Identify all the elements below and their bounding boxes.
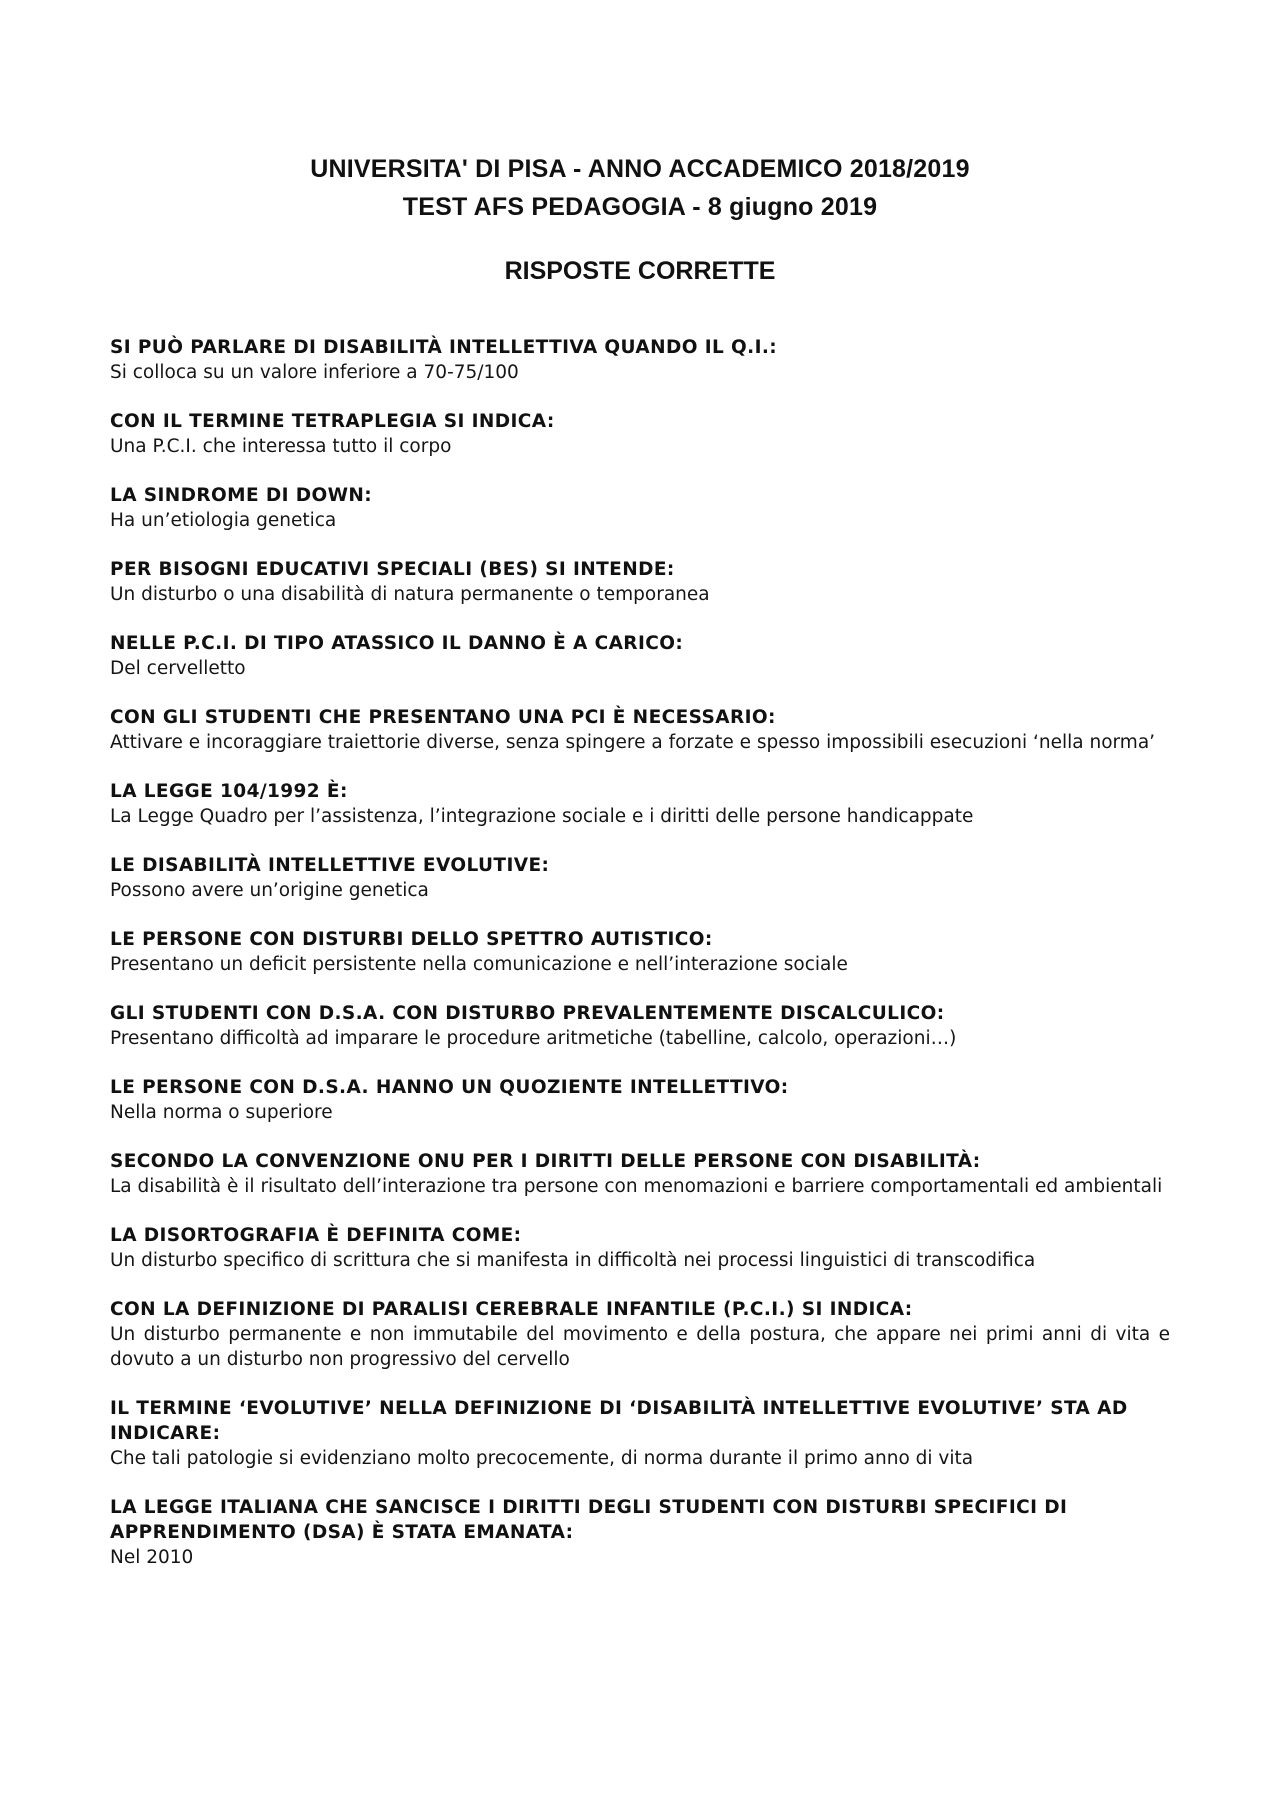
answer: Attivare e incoraggiare traiettorie diverse, senza spingere a forzate e spesso impossibili esecuzioni ‘nella norma’: [110, 732, 1156, 753]
answer: Un disturbo specifico di scrittura che si manifesta in difficoltà nei processi linguistici di transcodifica: [110, 1250, 1036, 1271]
header-title-line1: UNIVERSITA' DI PISA - ANNO ACCADEMICO 2018/2019: [310, 155, 970, 183]
answer: Possono avere un’origine genetica: [110, 880, 429, 901]
qa-item: [110, 1495, 1170, 1570]
qa-item: [110, 631, 1170, 681]
answer: Si colloca su un valore inferiore a 70-75/100: [110, 362, 519, 383]
qa-item: [110, 1149, 1170, 1199]
answer: Che tali patologie si evidenziano molto precocemente, di norma durante il primo anno di vita: [110, 1448, 974, 1469]
question: CON LA DEFINIZIONE DI PARALISI CEREBRALE INFANTILE (P.C.I.) SI INDICA:: [110, 1299, 913, 1320]
qa-item: [110, 853, 1170, 903]
question: SI PUÒ PARLARE DI DISABILITÀ INTELLETTIVA QUANDO IL Q.I.:: [110, 337, 778, 358]
qa-item: [110, 335, 1170, 385]
answer: La Legge Quadro per l’assistenza, l’integrazione sociale e i diritti delle persone handicappate: [110, 806, 974, 827]
answer: Ha un’etiologia genetica: [110, 510, 337, 531]
question: LA SINDROME DI DOWN:: [110, 485, 373, 506]
answer: Presentano difficoltà ad imparare le procedure aritmetiche (tabelline, calcolo, operazioni…): [110, 1028, 957, 1049]
question: LA LEGGE ITALIANA CHE SANCISCE I DIRITTI DEGLI STUDENTI CON DISTURBI SPECIFICI DI APPRENDIMENTO (DSA) È STATA EMANATA:: [110, 1497, 1068, 1543]
answer: La disabilità è il risultato dell’interazione tra persone con menomazioni e barriere comportamentali ed ambientali: [110, 1176, 1163, 1197]
qa-item: [110, 1001, 1170, 1051]
qa-item: [110, 779, 1170, 829]
answer: Nel 2010: [110, 1547, 194, 1568]
answer: Un disturbo permanente e non immutabile del movimento e della postura, che appare nei primi anni di vita e dovuto a un disturbo non progressivo del cervello: [110, 1324, 1170, 1370]
question: CON IL TERMINE TETRAPLEGIA SI INDICA:: [110, 411, 555, 432]
question: IL TERMINE ‘EVOLUTIVE’ NELLA DEFINIZIONE DI ‘DISABILITÀ INTELLETTIVE EVOLUTIVE’ STA AD INDICARE:: [110, 1398, 1128, 1444]
question: LE PERSONE CON DISTURBI DELLO SPETTRO AUTISTICO:: [110, 929, 713, 950]
document-header: [0, 150, 1280, 290]
question: PER BISOGNI EDUCATIVI SPECIALI (BES) SI INTENDE:: [110, 559, 675, 580]
qa-item: [110, 409, 1170, 459]
answer: Nella norma o superiore: [110, 1102, 333, 1123]
qa-item: [110, 1223, 1170, 1273]
qa-item: [110, 557, 1170, 607]
qa-item: [110, 1297, 1170, 1372]
answer: Una P.C.I. che interessa tutto il corpo: [110, 436, 452, 457]
question: NELLE P.C.I. DI TIPO ATASSICO IL DANNO È A CARICO:: [110, 633, 684, 654]
question: LE DISABILITÀ INTELLETTIVE EVOLUTIVE:: [110, 855, 550, 876]
question: CON GLI STUDENTI CHE PRESENTANO UNA PCI È NECESSARIO:: [110, 707, 776, 728]
qa-item: [110, 483, 1170, 533]
qa-item: [110, 705, 1170, 755]
answer: Del cervelletto: [110, 658, 246, 679]
qa-item: [110, 927, 1170, 977]
qa-item: [110, 1075, 1170, 1125]
question: SECONDO LA CONVENZIONE ONU PER I DIRITTI DELLE PERSONE CON DISABILITÀ:: [110, 1151, 981, 1172]
question: GLI STUDENTI CON D.S.A. CON DISTURBO PREVALENTEMENTE DISCALCULICO:: [110, 1003, 945, 1024]
qa-item: [110, 1396, 1170, 1471]
header-title-line2: TEST AFS PEDAGOGIA - 8 giugno 2019: [402, 193, 878, 221]
answer: Presentano un deficit persistente nella comunicazione e nell’interazione sociale: [110, 954, 848, 975]
answer: Un disturbo o una disabilità di natura permanente o temporanea: [110, 584, 710, 605]
question: LA LEGGE 104/1992 È:: [110, 781, 348, 802]
qa-list: [110, 335, 1170, 1594]
question: LA DISORTOGRAFIA È DEFINITA COME:: [110, 1225, 522, 1246]
question: LE PERSONE CON D.S.A. HANNO UN QUOZIENTE INTELLETTIVO:: [110, 1077, 789, 1098]
header-subtitle: RISPOSTE CORRETTE: [504, 257, 776, 285]
